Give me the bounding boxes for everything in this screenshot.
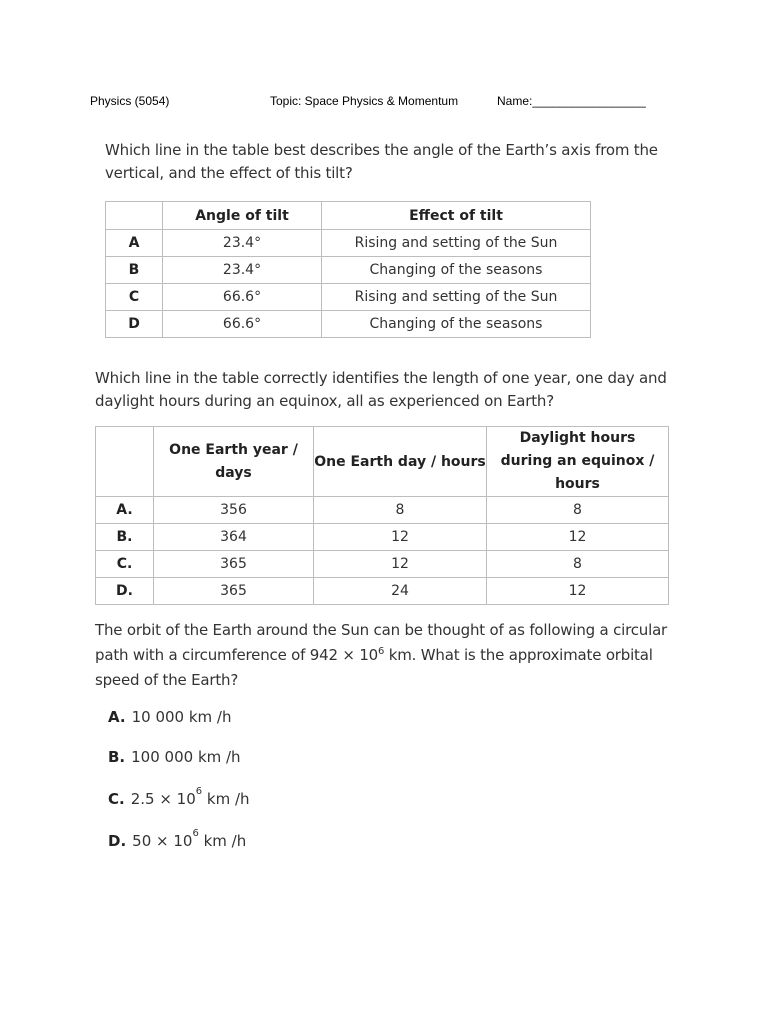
answer-option-c — [108, 786, 250, 808]
table-header-cell: Angle of tilt — [163, 202, 322, 230]
table-row — [106, 257, 591, 284]
earth-time-table — [95, 426, 669, 605]
row-label: A. — [96, 497, 154, 524]
option-label: D. — [108, 832, 127, 850]
question-2-text: Which line in the table correctly identifies the length of one year, one day and daylight hours during an equinox, all as experienced on Earth? — [95, 369, 667, 410]
table-row — [106, 311, 591, 338]
option-unit: km /h — [202, 790, 250, 808]
table-header-cell: Effect of tilt — [322, 202, 591, 230]
table-cell: 12 — [487, 524, 669, 551]
exponent: 6 — [195, 786, 203, 797]
table-cell: 66.6° — [163, 284, 322, 311]
table-cell: 24 — [314, 578, 487, 605]
row-label: A — [106, 230, 163, 257]
table-header-cell — [96, 427, 154, 497]
table-row — [96, 578, 669, 605]
row-label: C — [106, 284, 163, 311]
row-label: D. — [96, 578, 154, 605]
table-cell: Rising and setting of the Sun — [322, 284, 591, 311]
table-cell: Rising and setting of the Sun — [322, 230, 591, 257]
table-row — [106, 230, 591, 257]
tilt-table — [105, 201, 591, 338]
table-row — [96, 497, 669, 524]
option-label: B. — [108, 748, 126, 766]
table-cell: 8 — [314, 497, 487, 524]
table-cell: 8 — [487, 551, 669, 578]
table-header-cell: One Earth day / hours — [314, 427, 487, 497]
option-value: 2.5 × 10 — [130, 790, 196, 808]
worksheet-header — [90, 94, 690, 110]
answer-option-a — [108, 708, 231, 726]
subject-label: Physics (5054) — [90, 94, 170, 108]
table-cell: 365 — [154, 578, 314, 605]
row-label: D — [106, 311, 163, 338]
row-label: C. — [96, 551, 154, 578]
option-value: 100 000 km /h — [131, 748, 241, 766]
name-field-label: Name:_________________ — [497, 94, 646, 108]
table-row — [96, 551, 669, 578]
table-cell: 12 — [314, 524, 487, 551]
table-cell: 8 — [487, 497, 669, 524]
exponent: 6 — [192, 828, 199, 839]
question-3-text — [95, 618, 675, 693]
exponent: 6 — [378, 646, 385, 657]
option-value: 50 × 10 — [132, 832, 193, 850]
table-cell: 23.4° — [163, 257, 322, 284]
table-header-row — [96, 427, 669, 497]
table-cell: 356 — [154, 497, 314, 524]
table-cell: 364 — [154, 524, 314, 551]
table-header-row — [106, 202, 591, 230]
table-row — [106, 284, 591, 311]
question-3-text-end: km. What is the approximate orbital speed of the Earth? — [95, 646, 653, 689]
table-header-cell: One Earth year / days — [154, 427, 314, 497]
answer-option-b — [108, 748, 241, 766]
table-cell: Changing of the seasons — [322, 311, 591, 338]
option-unit: km /h — [198, 832, 247, 850]
answer-option-d — [108, 828, 247, 850]
option-value: 10 000 km /h — [131, 708, 232, 726]
table-header-cell: Daylight hours during an equinox / hours — [487, 427, 669, 497]
table-cell: 23.4° — [163, 230, 322, 257]
question-1-text: Which line in the table best describes the angle of the Earth’s axis from the vertical, and the effect of this tilt? — [105, 141, 658, 182]
table-cell: Changing of the seasons — [322, 257, 591, 284]
table-row — [96, 524, 669, 551]
table-cell: 66.6° — [163, 311, 322, 338]
option-label: C. — [108, 790, 125, 808]
option-label: A. — [108, 708, 126, 726]
row-label: B — [106, 257, 163, 284]
question-3-text-start: The orbit of the Earth around the Sun can be thought of as following a circular path with a circumference of 942 × 10 — [95, 621, 668, 664]
topic-label: Topic: Space Physics & Momentum — [270, 94, 459, 108]
table-header-cell — [106, 202, 163, 230]
table-cell: 12 — [487, 578, 669, 605]
table-cell: 365 — [154, 551, 314, 578]
table-cell: 12 — [314, 551, 487, 578]
row-label: B. — [96, 524, 154, 551]
